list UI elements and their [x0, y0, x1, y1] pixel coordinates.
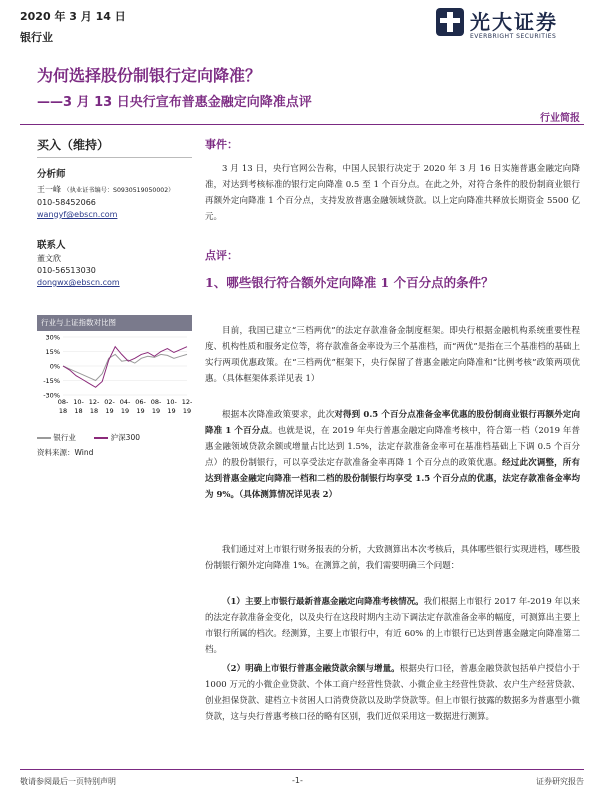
contact-phone: 010-56513030 — [37, 266, 96, 275]
analyst-cert: （执业证书编号：S0930519050002） — [63, 187, 175, 194]
comment-paragraph-1: 目前，我国已建立“三档两优”的法定存款准备金制度框架。即央行根据金融机构系统重要性程度、机构性质和服务定位等，将存款准备金率设为三个基准档，而“两优”是指在三个基准档的基础上实行两项优惠政策。在“三档两优”框架下，央行保留了普惠金融定向降准和“比例考核”政策两项优惠。（具体框架体系详见表 1） — [205, 326, 580, 384]
x-tick-label: 08- — [57, 398, 69, 406]
analyst-phone: 010-58452066 — [37, 198, 96, 207]
x-tick-label: 04- — [119, 398, 131, 406]
report-type: 行业简报 — [540, 113, 580, 124]
sector-label: 银行业 — [20, 31, 53, 44]
analyst-name: 王一峰 — [37, 185, 61, 194]
x-tick-label: 10- — [73, 398, 84, 406]
x-tick-label-year: 18 — [89, 407, 99, 415]
chart-legend — [37, 432, 192, 443]
x-tick-label-year: 19 — [182, 407, 192, 415]
event-paragraph: 3 月 13 日，央行官网公告称，中国人民银行决定于 2020 年 3 月 16 日实施普惠金融定向降准，对达到考核标准的银行定向降准 0.5 至 1 个百分点。在此之外，对符合条件的股份制商业银行再额外定向降准 1 个百分点，支持发放普惠金融领域贷款。以上定向降准共释放长期资金 5500 亿元。 — [205, 164, 580, 222]
logo-text-cn: 光大证券 — [470, 10, 558, 34]
legend-swatch-csi300 — [94, 437, 108, 439]
footer-divider — [20, 769, 584, 770]
chart-plot — [37, 333, 192, 432]
x-tick-label-year: 19 — [105, 407, 114, 415]
analyst-info — [37, 184, 207, 195]
p2-text-a: 根据本次降准政策要求，此次 — [222, 410, 335, 420]
report-title: 为何选择股份制银行定向降准？ — [37, 66, 262, 85]
x-tick-label: 06- — [135, 398, 146, 406]
p2-text-c: 。也就是说，在 2019 年央行普惠金融定向降准考核中，符合第一档（2019 年普惠金融领域贷款余额或增量占比达到 1.5%，法定存款准备金率可在基准档基础上下调 0.5 个百分点）的股份制银行，可以享受法定存款准备金率再降 1 个百分点的政策优惠。 — [205, 426, 580, 468]
x-tick-label: 12- — [88, 398, 100, 406]
contact-heading: 联系人 — [37, 240, 66, 251]
p2-highlight-1: 对得到 0.5 个百分点准备金率优惠的股份制商业银行再额外定向降准 1 个百分点 — [205, 410, 580, 436]
comment-paragraph-5 — [205, 661, 580, 725]
report-subtitle: ——3 月 13 日央行宣布普惠金融定向降准点评 — [37, 95, 312, 110]
p2-highlight-3: （具体测算情况详见表 2） — [238, 490, 338, 500]
x-tick-label-year: 18 — [74, 407, 83, 415]
y-tick-label: 0% — [49, 362, 60, 371]
legend-label-bank: 银行业 — [53, 433, 76, 442]
x-tick-label: 02- — [104, 398, 115, 406]
p4-text: 我们根据上市银行 2017 年-2019 年以来的法定存款准备金变化，以及央行在这段时期内主动下调法定存款准备金率的幅度，可测算出主要上市银行所属的档次。经测算，主要上市银行中，有近 60% 的上市银行已达到普惠金融定向降准第二档。 — [205, 597, 580, 655]
page-number: -1- — [292, 776, 303, 785]
x-tick-label: 08- — [150, 398, 162, 406]
y-tick-label: 30% — [45, 333, 60, 342]
contact-name: 董文欣 — [37, 254, 61, 263]
analyst-heading: 分析师 — [37, 169, 66, 180]
contact-email[interactable]: dongwx@ebscn.com — [37, 278, 120, 287]
legend-swatch-bank — [37, 437, 51, 439]
x-tick-label-year: 18 — [58, 407, 68, 415]
logo-mark-icon — [436, 8, 464, 36]
y-tick-label: 15% — [45, 348, 60, 356]
x-tick-label-year: 19 — [151, 407, 161, 415]
event-heading: 事件： — [205, 138, 238, 151]
rating: 买入（维持） — [37, 138, 110, 152]
x-tick-label-year: 19 — [136, 407, 145, 415]
x-tick-label-year: 19 — [120, 407, 130, 415]
logo-text-en: EVERBRIGHT SECURITIES — [470, 33, 557, 40]
p2-highlight-2: 经过此次调整，所有达到普惠金融定向降准一档和二档的股份制银行均享受 1.5 个百分点的优惠，法定存款准备金率均为 9%。 — [205, 458, 580, 500]
comment-paragraph-4 — [205, 594, 580, 658]
comment-heading: 点评： — [205, 249, 238, 262]
footer-report-label: 证券研究报告 — [536, 777, 584, 786]
header-divider — [20, 124, 584, 125]
comment-paragraph-3: 我们通过对上市银行财务报表的分析，大致测算出本次考核后，具体哪些银行实现进档，哪些股份制银行额外定向降准 1%。在测算之前，我们需要明确三个问题： — [205, 545, 580, 571]
comment-paragraph-2 — [205, 407, 580, 503]
p5-text: 根据央行口径，普惠金融贷款包括单户授信小于 1000 万元的小微企业贷款、个体工商户经营性贷款、小微企业主经营性贷款、农户生产经营贷款、创业担保贷款、建档立卡贫困人口消费贷款以及助学贷款等。但上市银行披露的数据多为普惠型小微贷款，这与央行普惠考核口径的略有区别，我们近似采用这一数据进行测算。 — [205, 664, 580, 722]
legend-label-csi300: 沪深300 — [110, 433, 140, 442]
x-tick-label: 10- — [166, 398, 177, 406]
y-tick-label: -15% — [43, 377, 60, 385]
p5-heading: （2）明确上市银行普惠金融贷款余额与增量。 — [222, 664, 400, 674]
analyst-email[interactable]: wangyf@ebscn.com — [37, 210, 118, 219]
x-tick-label-year: 19 — [167, 407, 176, 415]
chart-source: 资料来源：Wind — [37, 448, 94, 457]
series-line-1 — [63, 347, 187, 388]
comparison-chart — [37, 315, 192, 430]
sidebar-divider — [37, 157, 192, 158]
report-date: 2020 年 3 月 14 日 — [20, 10, 126, 23]
p4-heading: （1）主要上市银行最新普惠金融定向降准考核情况。 — [222, 597, 424, 607]
company-logo — [436, 6, 586, 46]
y-tick-label: -30% — [43, 391, 60, 400]
question-1-heading: 1、哪些银行符合额外定向降准 1 个百分点的条件？ — [205, 275, 494, 290]
footer-disclaimer: 敬请参阅最后一页特别声明 — [20, 777, 116, 786]
chart-title: 行业与上证指数对比图 — [37, 315, 192, 331]
x-tick-label: 12- — [181, 398, 192, 406]
